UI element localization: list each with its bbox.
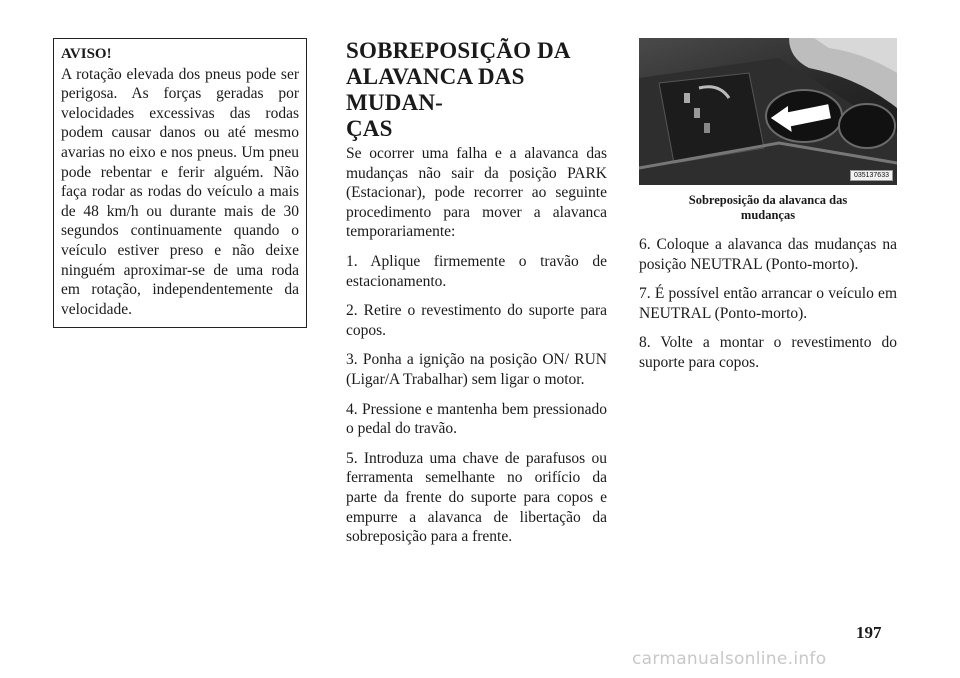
step-4: 4. Pressione e mantenha bem pressionado o pedal do travão. xyxy=(346,400,607,438)
step-3: 3. Ponha a ignição na posição ON/ RUN (Ligar/A Trabalhar) sem ligar o motor. xyxy=(346,351,607,388)
shifter-illustration xyxy=(639,38,897,185)
intro-paragraph: Se ocorrer uma falha e a alavanca das mudanças não sair da posição PARK (Estacionar), pode recorrer ao seguinte procedimento para mover a alavanca temporariamente: xyxy=(346,145,607,241)
watermark: carmanualsonline.info xyxy=(632,649,827,669)
step-6: 6. Coloque a alavanca das mudanças na posição NEUTRAL (Ponto-morto). xyxy=(639,236,897,273)
warning-text: A rotação elevada dos pneus pode ser perigosa. As forças geradas por velocidades excessivas das rodas podem causar danos ou até mesmo avarias no eixo e nos pneus. Um pneu pode rebentar e ferir alguém. Não faça rodar as rodas do veículo a mais de 48 km/h ou durante mais de 30 segundos continuamente quando o veículo estiver preso e não deixe ninguém aproximar-se de uma roda em rotação, independentemente da velocidade. xyxy=(61,65,299,318)
shifter-override-photo xyxy=(639,38,897,185)
middle-column xyxy=(346,38,607,557)
step-1: 1. Aplique firmemente o travão de estacionamento. xyxy=(346,252,607,290)
step-7: 7. É possível então arrancar o veículo em NEUTRAL (Ponto-morto). xyxy=(639,285,897,322)
figure-code: 035137633 xyxy=(850,170,893,181)
step-8: 8. Volte a montar o revestimento do suporte para copos. xyxy=(639,334,897,371)
warning-box xyxy=(53,38,307,328)
right-column xyxy=(639,38,897,383)
figure-caption-line: mudanças xyxy=(740,208,796,222)
figure-caption-line: Sobreposição da alavanca das xyxy=(688,193,848,207)
figure-caption xyxy=(639,193,897,223)
section-heading xyxy=(346,38,607,142)
step-2: 2. Retire o revestimento do suporte para copos. xyxy=(346,302,607,339)
section-heading-line: ÇAS xyxy=(346,116,393,141)
section-heading-line: SOBREPOSIÇÃO DA xyxy=(346,38,571,63)
left-column xyxy=(53,38,307,328)
page-number: 197 xyxy=(856,623,882,642)
section-heading-line: ALAVANCA DAS MUDAN- xyxy=(346,64,525,115)
warning-title: AVISO! xyxy=(61,46,112,62)
step-5: 5. Introduza uma chave de parafusos ou ferramenta semelhante no orifício da parte da frente do suporte para copos e empurre a alavanca de libertação da sobreposição para a frente. xyxy=(346,449,607,546)
